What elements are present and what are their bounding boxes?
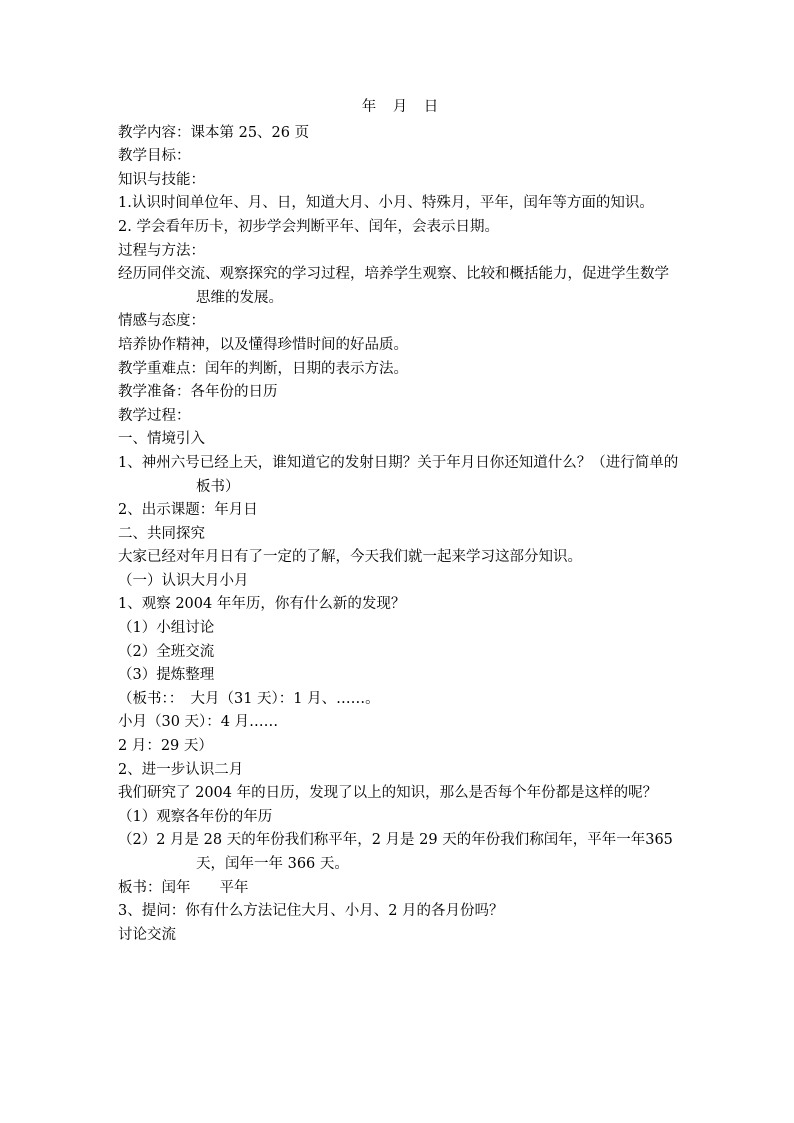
text-line: （2）2 月是 28 天的年份我们称平年，2 月是 29 天的年份我们称闰年，平年一年365 天，闰年一年 366 天。: [118, 832, 673, 872]
text-line: 2. 学会看年历卡，初步学会判断平年、闰年，会表示日期。: [118, 218, 499, 235]
section-heading: 二、共同探究: [118, 525, 205, 542]
text-line: 1、神州六号已经上天，谁知道它的发射日期？关于年月日你还知道什么？（进行简单的板书）: [118, 454, 679, 495]
text-line: 情感与态度：: [118, 313, 205, 330]
text-line: 知识与技能：: [118, 171, 205, 188]
text-line: 1、观察 2004 年年历，你有什么新的发现？: [118, 596, 406, 613]
text-line: 经历同伴交流、观察探究的学习过程，培养学生观察、比较和概括能力，促进学生数学思维的发展。: [118, 266, 669, 306]
text-line: 我们研究了 2004 年的日历，发现了以上的知识，那么是否每个年份都是这样的呢？: [118, 785, 658, 802]
text-line: 3、提问：你有什么方法记住大月、小月、2 月的各月份吗？: [118, 903, 504, 920]
subsection-heading: （一）认识大月小月: [118, 572, 249, 589]
text-line: 小月（30 天）：4 月……: [118, 714, 279, 731]
text-line: （1）观察各年份的年历: [118, 808, 273, 825]
text-line: 教学目标：: [118, 148, 191, 165]
text-line: 2、进一步认识二月: [118, 761, 244, 778]
text-line: （3）提炼整理: [118, 667, 215, 684]
text-line: 过程与方法：: [118, 242, 205, 259]
text-line: 2 月：29 天）: [118, 738, 213, 755]
text-line: 1.认识时间单位年、月、日，知道大月、小月、特殊月，平年，闰年等方面的知识。: [118, 195, 654, 212]
text-line: 教学内容：课本第 25、26 页: [118, 124, 310, 141]
text-line: 大家已经对年月日有了一定的了解，今天我们就一起来学习这部分知识。: [118, 549, 582, 566]
text-line: 讨论交流: [118, 926, 176, 943]
document-page: [118, 96, 683, 947]
text-line: 教学重难点：闰年的判断，日期的表示方法。: [118, 360, 408, 377]
text-line: （1）小组讨论: [118, 620, 215, 637]
page-title: 年 月 日: [361, 99, 440, 115]
text-line: 教学准备：各年份的日历: [118, 384, 278, 401]
text-line: 培养协作精神，以及懂得珍惜时间的好品质。: [118, 336, 408, 353]
section-heading: 一、情境引入: [118, 431, 205, 448]
text-line: （2）全班交流: [118, 643, 215, 660]
text-line: 板书：闰年 平年: [118, 879, 249, 896]
text-line: 2、出示课题：年月日: [118, 502, 258, 519]
text-line: 教学过程：: [118, 407, 191, 424]
text-line: （板书：： 大月（31 天）：1 月、……。: [118, 690, 380, 707]
